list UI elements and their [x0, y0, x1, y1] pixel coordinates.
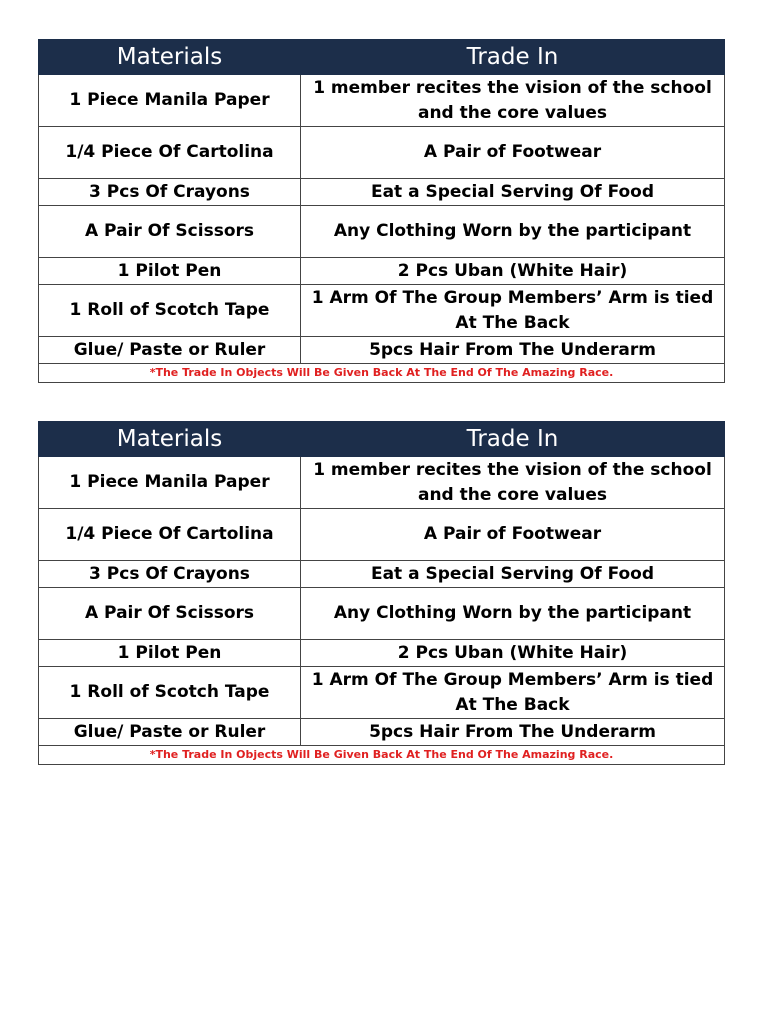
- trade-cell: Eat a Special Serving Of Food: [301, 561, 725, 588]
- trade-cell: A Pair of Footwear: [301, 509, 725, 561]
- note-row: [39, 746, 725, 765]
- trade-cell: 5pcs Hair From The Underarm: [301, 719, 725, 746]
- material-cell: Glue/ Paste or Ruler: [39, 337, 301, 364]
- material-cell: 3 Pcs Of Crayons: [39, 561, 301, 588]
- table-row: [39, 509, 725, 561]
- material-cell: A Pair Of Scissors: [39, 206, 301, 258]
- table-row: [39, 588, 725, 640]
- table-row: [39, 337, 725, 364]
- materials-header: Materials: [39, 422, 301, 457]
- table-row: [39, 206, 725, 258]
- material-cell: 3 Pcs Of Crayons: [39, 179, 301, 206]
- trade-cell: A Pair of Footwear: [301, 127, 725, 179]
- trade-cell: 1 member recites the vision of the school and the core values: [301, 75, 725, 127]
- trade-cell: Eat a Special Serving Of Food: [301, 179, 725, 206]
- material-cell: 1 Piece Manila Paper: [39, 75, 301, 127]
- trade-cell: 1 Arm Of The Group Members’ Arm is tied At The Back: [301, 667, 725, 719]
- table-row: [39, 719, 725, 746]
- table-row: [39, 75, 725, 127]
- trade-cell: 2 Pcs Uban (White Hair): [301, 258, 725, 285]
- trade-in-table: [38, 421, 725, 765]
- table-row: [39, 285, 725, 337]
- table-row: [39, 667, 725, 719]
- table-row: [39, 457, 725, 509]
- trade-in-card-2: [38, 421, 724, 765]
- table-row: [39, 127, 725, 179]
- note-row: [39, 364, 725, 383]
- trade-in-card-1: [38, 39, 724, 383]
- materials-header: Materials: [39, 40, 301, 75]
- trade-cell: 1 Arm Of The Group Members’ Arm is tied At The Back: [301, 285, 725, 337]
- material-cell: 1 Piece Manila Paper: [39, 457, 301, 509]
- material-cell: 1 Roll of Scotch Tape: [39, 285, 301, 337]
- material-cell: 1 Pilot Pen: [39, 640, 301, 667]
- material-cell: 1 Roll of Scotch Tape: [39, 667, 301, 719]
- material-cell: A Pair Of Scissors: [39, 588, 301, 640]
- table-row: [39, 561, 725, 588]
- material-cell: Glue/ Paste or Ruler: [39, 719, 301, 746]
- material-cell: 1/4 Piece Of Cartolina: [39, 127, 301, 179]
- material-cell: 1/4 Piece Of Cartolina: [39, 509, 301, 561]
- trade-in-note: *The Trade In Objects Will Be Given Back At The End Of The Amazing Race.: [39, 746, 725, 765]
- trade-cell: Any Clothing Worn by the participant: [301, 588, 725, 640]
- table-row: [39, 179, 725, 206]
- trade-cell: 5pcs Hair From The Underarm: [301, 337, 725, 364]
- trade-in-table: [38, 39, 725, 383]
- table-header-row: [39, 40, 725, 75]
- trade-cell: 1 member recites the vision of the school and the core values: [301, 457, 725, 509]
- trade-in-header: Trade In: [301, 40, 725, 75]
- trade-in-header: Trade In: [301, 422, 725, 457]
- table-header-row: [39, 422, 725, 457]
- material-cell: 1 Pilot Pen: [39, 258, 301, 285]
- trade-in-note: *The Trade In Objects Will Be Given Back At The End Of The Amazing Race.: [39, 364, 725, 383]
- table-row: [39, 640, 725, 667]
- trade-cell: 2 Pcs Uban (White Hair): [301, 640, 725, 667]
- trade-cell: Any Clothing Worn by the participant: [301, 206, 725, 258]
- table-row: [39, 258, 725, 285]
